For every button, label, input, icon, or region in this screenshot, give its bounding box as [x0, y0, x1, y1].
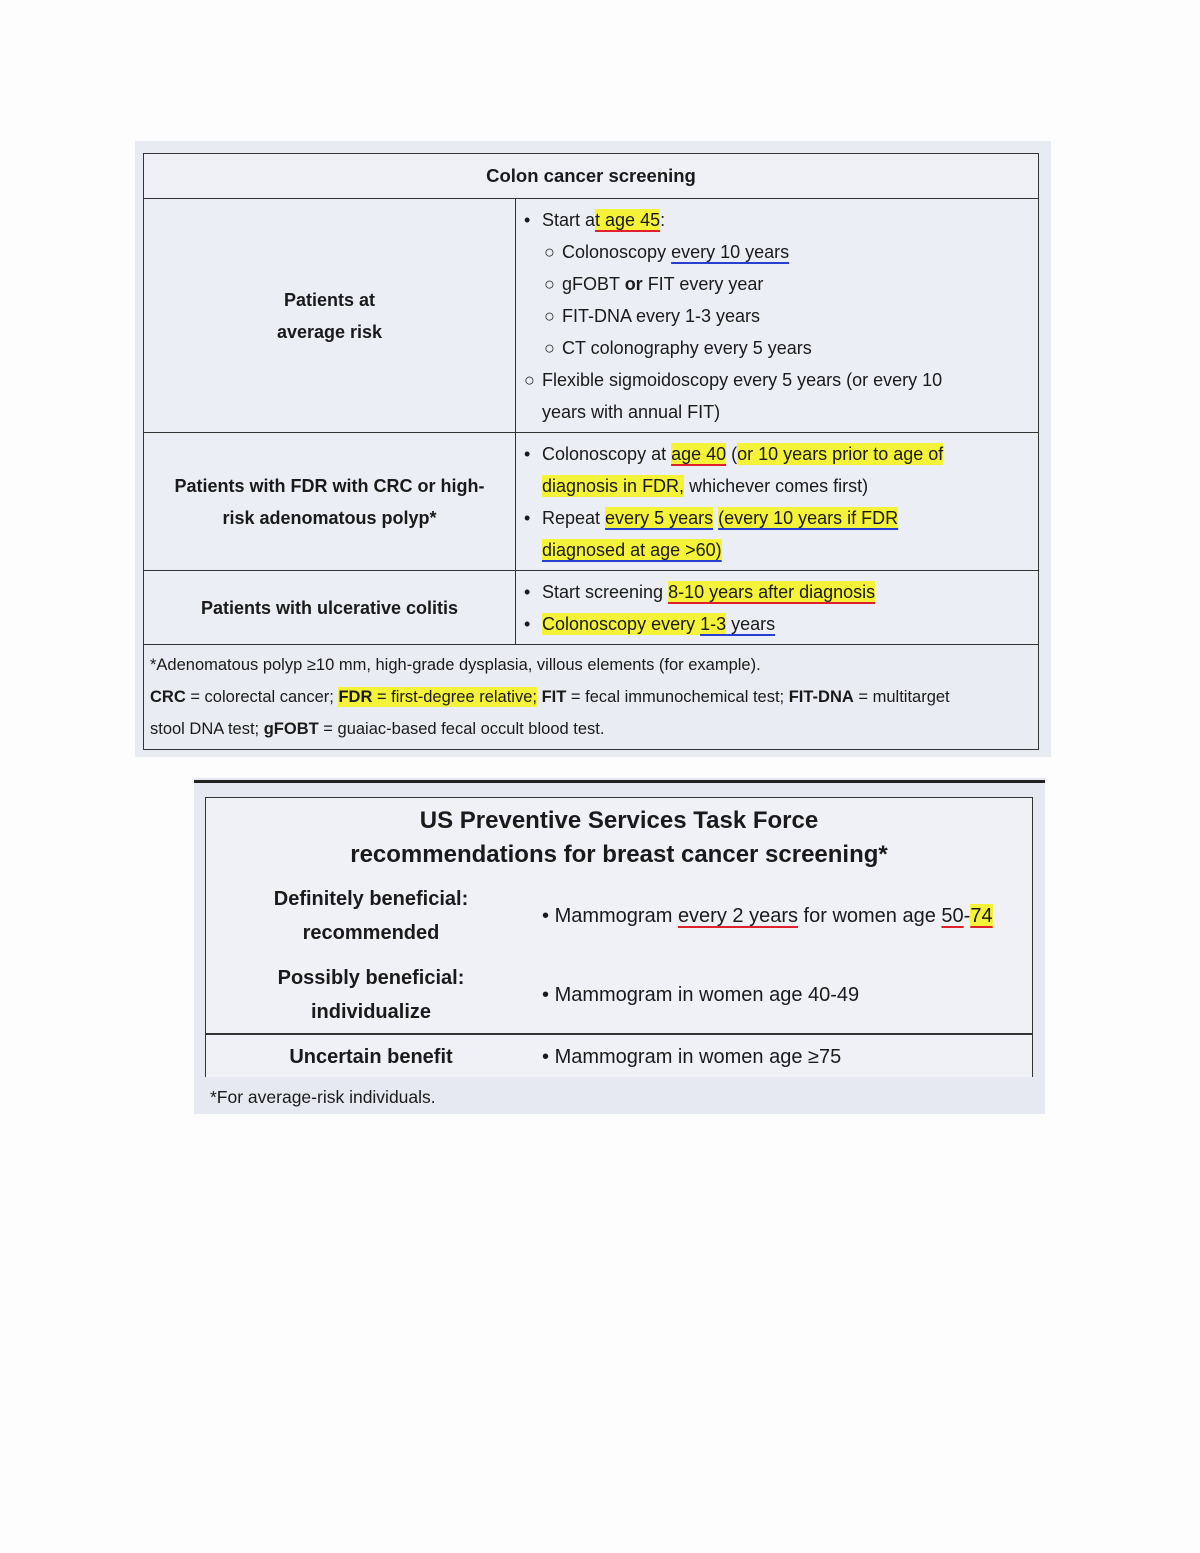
bullet-icon: •	[524, 581, 531, 602]
text: for women age	[798, 905, 942, 927]
list-item	[524, 204, 1030, 236]
text: FIT-DNA every 1-3 years	[562, 305, 761, 326]
text: Colonoscopy at	[542, 443, 672, 464]
underlined-text: every 2 years	[677, 905, 798, 927]
list-item	[524, 364, 1030, 428]
definitely-beneficial-text	[542, 899, 993, 933]
breast-screening-table	[205, 797, 1033, 1077]
text: CT colonography every 5 years	[562, 337, 812, 358]
possibly-beneficial-label	[206, 961, 536, 1029]
sub-bullet-icon: ○	[544, 273, 555, 294]
abbr: gFOBT	[263, 720, 319, 738]
underlined-text: years	[726, 613, 776, 634]
footnote-line3	[150, 713, 1032, 745]
average-risk-recommendations	[516, 199, 1039, 433]
text: Mammogram	[554, 905, 678, 927]
average-risk-label-line2: average risk	[276, 321, 383, 342]
footnote-line1: *Adenomatous polyp ≥10 mm, high-grade dysplasia, villous elements (for example).	[150, 656, 761, 674]
colon-table-footnote	[144, 645, 1039, 750]
highlight: diagnosed at age >60)	[542, 539, 722, 560]
text: Mammogram in women age 40-49	[554, 984, 860, 1006]
text: years with annual FIT)	[542, 401, 721, 422]
highlight: or 10 years prior to age of	[737, 443, 944, 464]
text: = colorectal cancer;	[185, 688, 339, 706]
text: = multitarget	[853, 688, 950, 706]
average-risk-label-line1: Patients at	[283, 289, 376, 310]
label-line2: recommended	[302, 922, 440, 944]
highlight: 8-10 years after diagnosis	[668, 581, 876, 602]
list-item	[524, 236, 1030, 268]
highlight: every 5 years	[605, 507, 714, 528]
uncertain-benefit-text	[542, 1040, 841, 1074]
abbr: FDR	[338, 688, 373, 706]
footnote-line2	[150, 681, 1032, 713]
possibly-beneficial-text	[542, 978, 859, 1012]
sub-bullet-icon: ○	[544, 337, 555, 358]
highlight: age 40	[671, 443, 727, 464]
bullet-icon: •	[524, 507, 531, 528]
fdr-risk-label-line1: Patients with FDR with CRC or high-	[174, 475, 485, 496]
text: -	[963, 905, 971, 927]
fdr-risk-label-line2: risk adenomatous polyp*	[222, 507, 437, 528]
breast-footnote: *For average-risk individuals.	[210, 1087, 436, 1107]
list-item	[524, 268, 1030, 300]
divider	[194, 780, 1045, 783]
sub-bullet-icon: ○	[544, 241, 555, 262]
fdr-risk-label	[144, 433, 516, 571]
fdr-risk-recommendations	[516, 433, 1039, 571]
title-line2: recommendations for breast cancer screening*	[350, 841, 888, 868]
list-item	[524, 300, 1030, 332]
breast-table-title	[206, 804, 1032, 872]
text: = first-degree relative;	[372, 688, 537, 706]
underlined-text: 50	[941, 905, 964, 927]
text: Mammogram in women age ≥75	[554, 1046, 842, 1068]
text: whichever comes first)	[684, 475, 869, 496]
text: :	[660, 209, 666, 230]
label-line2: individualize	[310, 1001, 432, 1023]
highlight: t age 45	[595, 209, 661, 230]
text: = fecal immunochemical test;	[566, 688, 789, 706]
bullet-icon: •	[542, 984, 550, 1006]
row-divider	[206, 1033, 1032, 1035]
title-line1: US Preventive Services Task Force	[419, 807, 819, 834]
text: = guaiac-based fecal occult blood test.	[318, 720, 605, 738]
colon-screening-table	[143, 153, 1039, 750]
underlined-text: every 10 years	[671, 241, 790, 262]
text: Repeat	[542, 507, 606, 528]
average-risk-label	[144, 199, 516, 433]
list-item	[524, 438, 1030, 502]
highlight: 74	[970, 905, 993, 927]
bullet-icon: •	[524, 443, 531, 464]
label-line1: Possibly beneficial:	[277, 967, 465, 989]
abbr: FIT	[537, 688, 567, 706]
ulcerative-colitis-label: Patients with ulcerative colitis	[144, 571, 516, 645]
highlight: Colonoscopy every	[542, 613, 701, 634]
bullet-icon: •	[542, 1046, 550, 1068]
text: FIT every year	[642, 273, 764, 294]
list-item	[524, 576, 1030, 608]
list-item	[524, 608, 1030, 640]
text: Colonoscopy	[562, 241, 672, 262]
bullet-icon: •	[524, 613, 531, 634]
text: stool DNA test;	[150, 720, 264, 738]
bold-text: or	[624, 273, 643, 294]
text: Start screening	[542, 581, 669, 602]
text: (	[726, 443, 738, 464]
highlight: 1-3	[700, 613, 727, 634]
definitely-beneficial-label	[206, 882, 536, 950]
list-item	[524, 502, 1030, 566]
sub-bullet-icon: ○	[524, 369, 535, 390]
list-item	[524, 332, 1030, 364]
abbr: FIT-DNA	[788, 688, 854, 706]
bullet-icon: •	[542, 905, 550, 927]
abbr: CRC	[150, 688, 186, 706]
colon-table-title: Colon cancer screening	[144, 154, 1039, 199]
text: Flexible sigmoidoscopy every 5 years (or every 10	[542, 369, 943, 390]
sub-bullet-icon: ○	[544, 305, 555, 326]
label-line1: Definitely beneficial:	[273, 888, 469, 910]
bullet-icon: •	[524, 209, 531, 230]
uncertain-benefit-label: Uncertain benefit	[289, 1046, 453, 1068]
highlight: (every 10 years if FDR	[718, 507, 899, 528]
ulcerative-colitis-recommendations	[516, 571, 1039, 645]
text: gFOBT	[562, 273, 625, 294]
highlight: diagnosis in FDR,	[542, 475, 685, 496]
text: Start a	[542, 209, 596, 230]
